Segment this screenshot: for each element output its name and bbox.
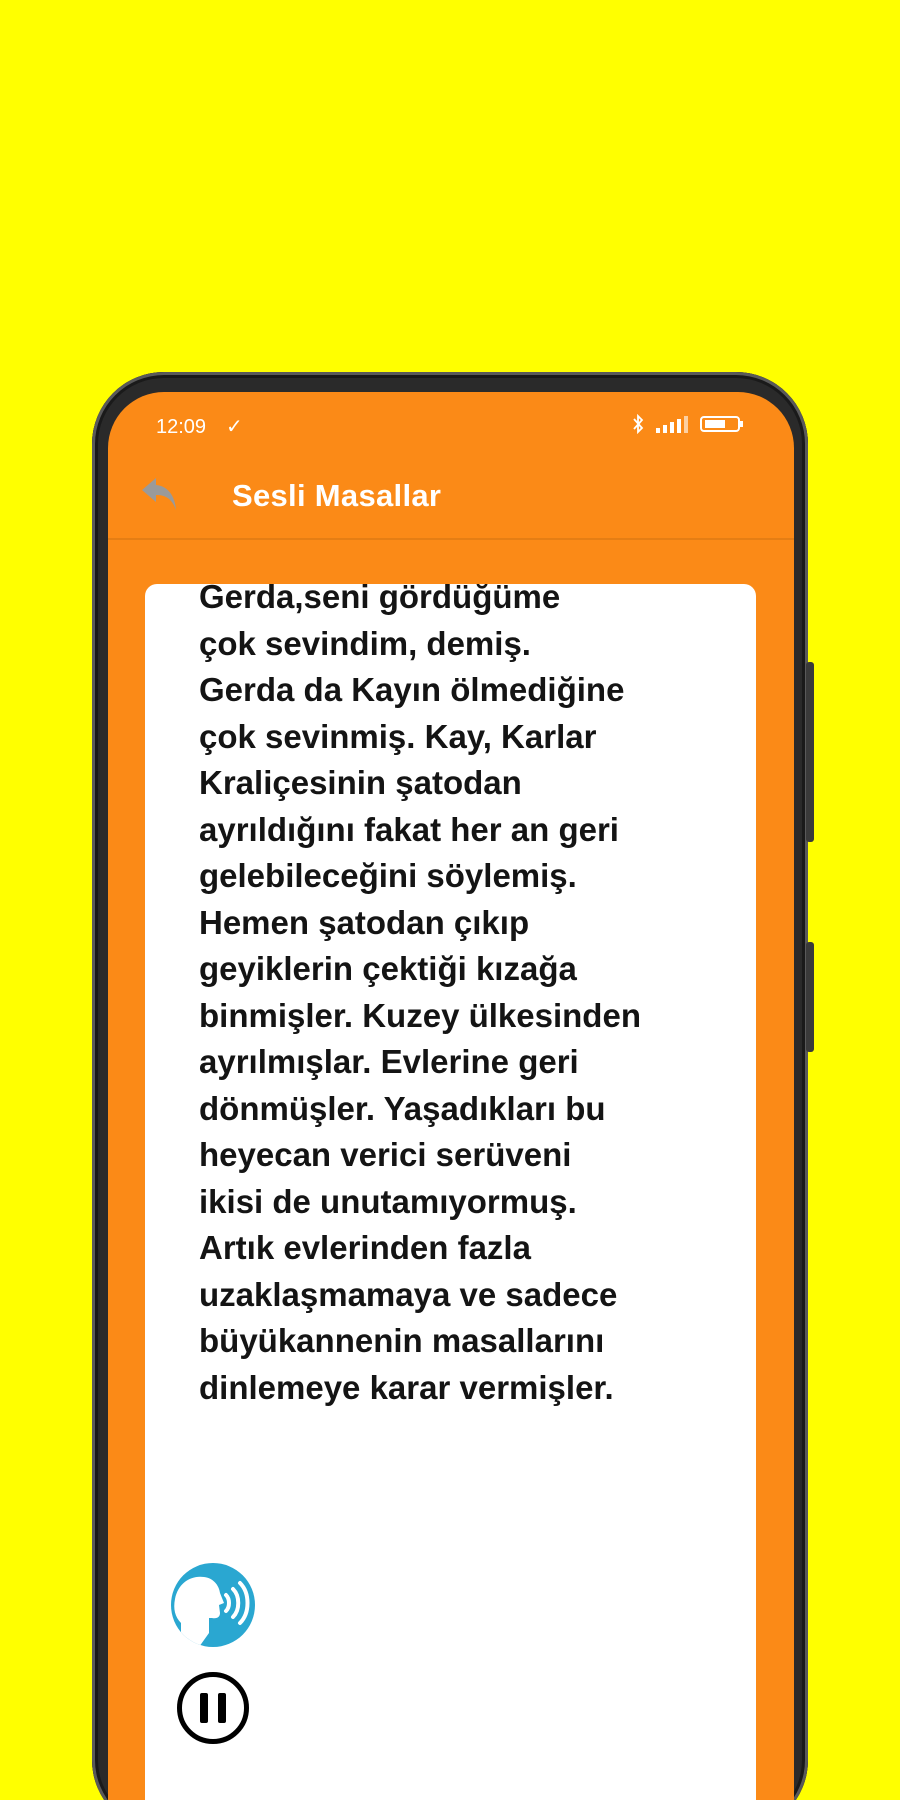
bluetooth-icon: [632, 414, 644, 434]
app-title: Sesli Masallar: [232, 478, 442, 513]
story-card: [145, 584, 756, 1800]
pause-button[interactable]: [177, 1672, 249, 1744]
pause-icon: [200, 1693, 208, 1723]
back-button[interactable]: [132, 468, 188, 524]
status-time: 12:09: [156, 416, 207, 438]
volume-button: [806, 662, 814, 842]
listen-button[interactable]: [171, 1563, 255, 1647]
app-bar: [108, 458, 794, 540]
status-indicator: ✓: [226, 416, 243, 438]
signal-icon: [654, 414, 690, 434]
power-button: [806, 942, 814, 1052]
story-text: Gerda,seni gördüğüme çok sevindim, demiş. Gerda da Kayın ölmediğine çok sevinmiş. Kay, Karlar Kraliçesinin şatodan ayrıldığını fakat her an geri gelebileceğini söylemiş. Hemen şatodan çıkıp geyiklerin çektiği kızağa binmişler. Kuzey ülkesinden ayrılmışlar. Evlerine geri dönmüşler. Yaşadıkları bu heyecan verici serüveni ikisi de unutamıyormuş. Artık evlerinden fazla uzaklaşmamaya ve sadece büyükannenin masallarını dinlemeye karar vermişler.: [199, 584, 641, 1406]
phone-screen: [108, 392, 794, 1800]
speaking-head-icon: [171, 1632, 255, 1647]
status-icons: [632, 414, 744, 434]
status-bar: [108, 392, 794, 458]
back-arrow-icon: [138, 474, 182, 518]
battery-icon: [700, 414, 744, 434]
pause-icon-bar: [218, 1693, 226, 1723]
